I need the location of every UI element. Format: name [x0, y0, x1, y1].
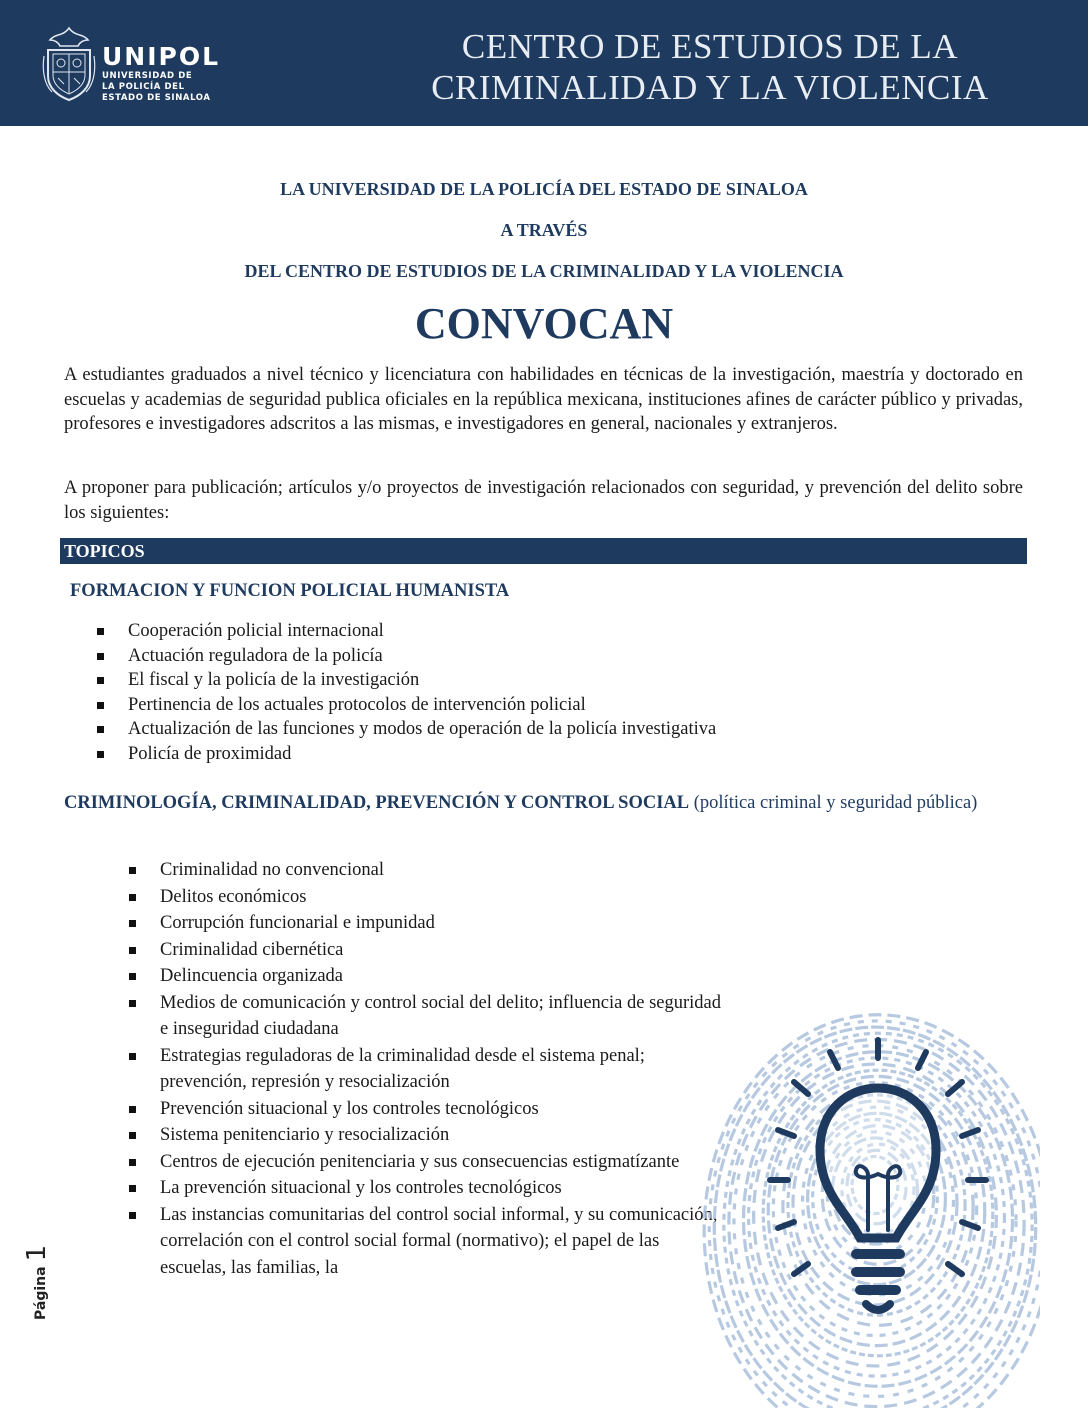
header-banner — [0, 0, 1088, 126]
unipol-logo — [40, 24, 240, 108]
convocan-title: CONVOCAN — [414, 299, 674, 348]
page-number — [22, 1240, 56, 1320]
topic-list-item: Sistema penitenciario y resocialización — [160, 1122, 730, 1149]
banner-title — [400, 26, 1020, 108]
topic-list-item: El fiscal y la policía de la investigación — [128, 668, 888, 693]
intro-center: DEL CENTRO DE ESTUDIOS DE LA CRIMINALIDAD Y LA VIOLENCIA — [244, 261, 844, 281]
page-number-value: 1 — [22, 1244, 52, 1262]
logo-name: UNIPOL — [102, 42, 221, 71]
state-seal-icon — [40, 26, 98, 102]
topic-list-item: Delitos económicos — [160, 884, 730, 911]
topic-list-item: Cooperación policial internacional — [128, 619, 888, 644]
topic-list-item: Delincuencia organizada — [160, 963, 730, 990]
topic-list-item: Actualización de las funciones y modos de operación de la policía investigativa — [128, 717, 888, 742]
banner-title-line: CRIMINALIDAD Y LA VIOLENCIA — [431, 68, 989, 107]
topic-list-item: Pertinencia de los actuales protocolos de intervención policial — [128, 693, 888, 718]
topic-list-item: Centros de ejecución penitenciaria y sus consecuencias estigmatízante — [160, 1149, 730, 1176]
paragraph-purpose: A proponer para publicación; artículos y/o proyectos de investigación relacionados con seguridad, y prevención del delito sobre los siguientes: — [64, 478, 1023, 523]
topic-list-item: Criminalidad no convencional — [160, 857, 730, 884]
logo-subtitle-line: ESTADO DE SINALOA — [102, 93, 211, 103]
topic-list-item: Criminalidad cibernética — [160, 937, 730, 964]
topic-list-item: Medios de comunicación y control social del delito; influencia de seguridad e inseguridad ciudadana — [160, 990, 730, 1043]
section-title-criminologia — [64, 790, 984, 817]
policial-topic-list — [128, 619, 888, 766]
logo-subtitle-line: LA POLICÍA DEL — [102, 82, 185, 92]
section-title-note: (política criminal y seguridad pública) — [689, 793, 978, 813]
logo-subtitle — [102, 71, 242, 104]
intro-heading: LA UNIVERSIDAD DE LA POLICÍA DEL ESTADO DE SINALOA — [280, 179, 808, 199]
topics-bar: TOPICOS — [60, 538, 1027, 564]
topic-list-item: Actuación reguladora de la policía — [128, 644, 888, 669]
criminologia-topic-list — [160, 857, 730, 1281]
section-title-bold: CRIMINOLOGÍA, CRIMINALIDAD, PREVENCIÓN Y CONTROL SOCIAL — [64, 793, 690, 813]
logo-subtitle-line: UNIVERSIDAD DE — [102, 71, 193, 81]
topic-list-item: Prevención situacional y los controles tecnológicos — [160, 1096, 730, 1123]
page-label: Página — [33, 1266, 49, 1320]
topic-list-item: Policía de proximidad — [128, 742, 888, 767]
topic-list-item: Corrupción funcionarial e impunidad — [160, 910, 730, 937]
banner-title-line: CENTRO DE ESTUDIOS DE LA — [461, 27, 959, 66]
intro-through: A TRAVÉS — [500, 220, 588, 240]
topic-list-item: Estrategias reguladoras de la criminalidad desde el sistema penal; prevención, represión y resocialización — [160, 1043, 730, 1096]
section-title-policial: FORMACION Y FUNCION POLICIAL HUMANISTA — [70, 581, 510, 601]
paragraph-audience: A estudiantes graduados a nivel técnico y licenciatura con habilidades en técnicas de la investigación, maestría y doctorado en escuelas y academias de seguridad publica oficiales en la república mexicana, instituciones afines de carácter público y privadas, profesores e investigadores adscritos a las mismas, e investigadores en general, nacionales y extranjeros. — [64, 365, 1023, 434]
topic-list-item: La prevención situacional y los controles tecnológicos — [160, 1175, 730, 1202]
topic-list-item: Las instancias comunitarias del control social informal, y su comunicación, correlación con el control social formal (normativo); el papel de las escuelas, las familias, la — [160, 1202, 730, 1282]
fingerprint-lightbulb-illustration — [670, 970, 1040, 1408]
